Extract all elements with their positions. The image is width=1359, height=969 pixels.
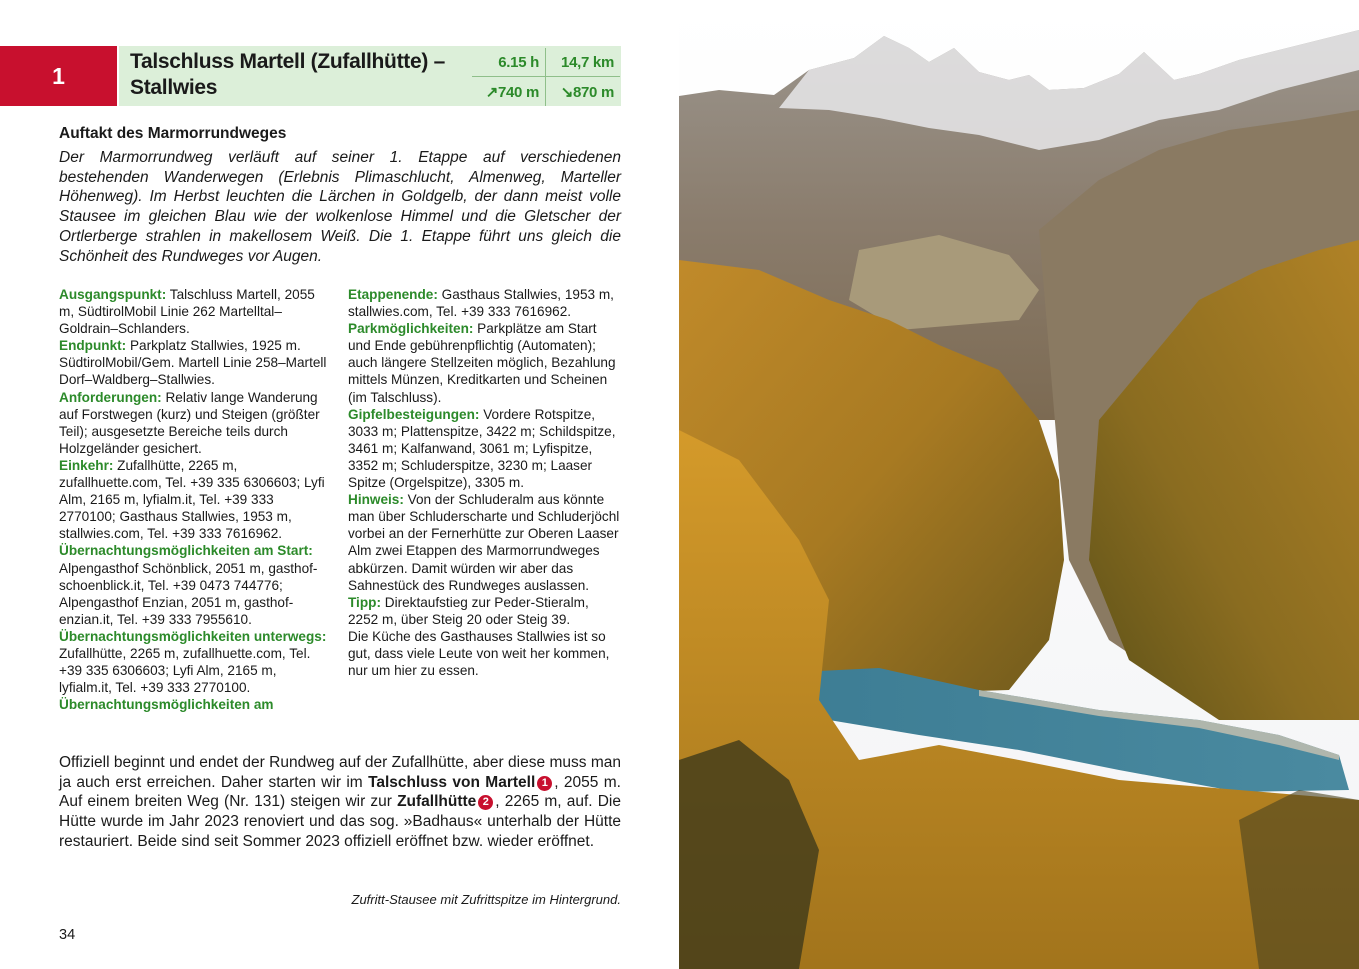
- tour-number-badge: [0, 46, 117, 106]
- info-label: Hinweis:: [348, 492, 404, 508]
- info-entry-lodging-start: [59, 542, 329, 627]
- body-text-part: , 2265 m, auf. Die Hütte wurde im Jahr 2023 renoviert und das sog. »Badhaus« unterhalb der Hütte restauriert. Beide sind seit Sommer 2023 offiziell eröffnet bzw. wieder eröffnet.: [59, 793, 621, 850]
- body-text-part: Offiziell beginnt und endet der Rundweg auf der Zufallhütte, aber diese muss man ja auch erst erreichen. Daher starten wir im: [59, 754, 621, 791]
- landscape-photo: [679, 0, 1359, 969]
- info-entry-tip: [348, 594, 622, 628]
- tour-title-line-2: Stallwies: [130, 76, 218, 99]
- body-text-part: , 2055 m. Auf einem breiten Weg (Nr. 131) steigen wir zur: [59, 773, 621, 811]
- waypoint-marker: 1: [537, 776, 552, 791]
- info-label: Übernachtungsmöglichkeiten am: [59, 697, 274, 713]
- info-text: Vordere Rotspitze, 3033 m; Plattenspitze, 3422 m; Schildspitze, 3461 m; Kalfanwand, 3061 m; Lyfispitze, 3352 m; Schluderspitze, 3230 m; Laaser Spitze (Orgelspitze), 3305 m.: [348, 406, 616, 491]
- info-entry-end: [59, 337, 329, 388]
- info-column-right: [348, 286, 622, 679]
- info-entry-start: [59, 286, 329, 337]
- info-text: Zufallhütte, 2265 m, zufallhuette.com, Tel. +39 335 6306603; Lyfi Alm, 2165 m, lyfialm.it, Tel. +39 333 2770100; Gasthaus Stallwies, 1953 m, stallwies.com, Tel. +39 333 7616962.: [59, 457, 325, 542]
- info-text: Zufallhütte, 2265 m, zufallhuette.com, Tel. +39 335 6306603; Lyfi Alm, 2165 m, lyfialm.it, Tel. +39 333 2770100.: [59, 645, 311, 696]
- info-text: Gasthaus Stallwies, 1953 m, stallwies.com, Tel. +39 333 7616962.: [348, 287, 614, 320]
- info-entry-requirements: [59, 389, 329, 457]
- info-entry-lodging-end: [59, 696, 329, 713]
- photo-dark-pines-right: [1239, 790, 1359, 969]
- info-label: Tipp:: [348, 594, 381, 610]
- info-label: Parkmöglichkeiten:: [348, 321, 474, 337]
- photo-caption: Zufritt-Stausee mit Zufrittspitze im Hintergrund.: [351, 892, 621, 907]
- tour-header: [0, 46, 621, 106]
- info-label: Endpunkt:: [59, 338, 127, 354]
- info-column-left: [59, 286, 329, 713]
- info-text: Parkplatz Stallwies, 1925 m. SüdtirolMobil/Gem. Martell Linie 258–Martell Dorf–Waldberg–Stallwies.: [59, 338, 327, 388]
- distance-value: 14,7 km: [546, 48, 620, 77]
- info-text: Von der Schluderalm aus könnte man über Schluderscharte und Schluderjöchl vorbei an der Fernerhütte zur Oberen Laaser Alm zwei Etappen des Marmorrundweges abkürzen. Damit würden wir aber das Sahnestück des Rundweges auslassen.: [348, 492, 620, 593]
- info-label: Übernachtungsmöglichkeiten unterwegs:: [59, 628, 327, 644]
- info-entry-parking: [348, 320, 622, 405]
- waypoint-marker: 2: [478, 795, 493, 810]
- info-label: Etappenende:: [348, 287, 438, 302]
- intro-text: Der Marmorrundweg verläuft auf seiner 1. Etappe auf verschiedenen bestehenden Wanderwegen (Erlebnis Plimaschlucht, Almenweg, Marteller Höhenweg). Im Herbst leuchten die Lärchen in Goldgelb, der dann meist volle Stausee im gleichen Blau wie der wolkenlose Himmel und die Gletscher der Ortlerberge strahlen in makellosem Weiß. Die 1. Etappe führt uns gleich die Schönheit des Rundweges vor Augen.: [59, 149, 621, 265]
- body-text: [59, 753, 621, 852]
- tour-title: [117, 46, 472, 106]
- info-text: Relativ lange Wanderung auf Forstwegen (kurz) und Steigen (größter Teil); ausgesetzte Bereiche teils durch Holzgeländer gesichert.: [59, 389, 320, 456]
- info-text: Talschluss Martell, 2055 m, SüdtirolMobil Linie 262 Martelltal–Goldrain–Schlanders.: [59, 287, 315, 337]
- info-entry-summits: [348, 406, 622, 491]
- info-text: Alpengasthof Schönblick, 2051 m, gasthof-schoenblick.it, Tel. +39 0473 744776; Alpengasthof Enzian, 2051 m, gasthof-enzian.it, Tel. +39 333 7955610.: [59, 560, 318, 627]
- right-page: [679, 0, 1359, 969]
- info-text: Die Küche des Gasthauses Stallwies ist so gut, dass viele Leute von weit her kommen, nur um hier zu essen.: [348, 628, 610, 679]
- info-entry-lodging-en-route: [59, 628, 329, 696]
- info-entry-kitchen: [348, 628, 622, 679]
- tour-number: 1: [52, 62, 65, 89]
- left-page: [0, 0, 679, 969]
- info-text: Parkplätze am Start und Ende gebührenpflichtig (Automaten); auch längere Stellzeiten möglich, Bezahlung mittels Münzen, Kreditkarten und Scheinen (im Talschluss).: [348, 321, 616, 405]
- info-label: Anforderungen:: [59, 389, 162, 405]
- info-entry-stage-end: [348, 286, 622, 320]
- info-label: Übernachtungsmöglichkeiten am Start:: [59, 543, 313, 559]
- info-label: Einkehr:: [59, 457, 114, 473]
- info-text: Direktaufstieg zur Peder-Stieralm, 2252 m, über Steig 20 oder Steig 39.: [348, 594, 589, 627]
- info-label: Gipfelbesteigungen:: [348, 406, 480, 422]
- info-entry-food: [59, 457, 329, 542]
- tour-stats: [472, 46, 621, 106]
- tour-title-line-1: Talschluss Martell (Zufallhütte) –: [130, 50, 445, 73]
- info-entry-note: [348, 491, 622, 594]
- info-label: Ausgangspunkt:: [59, 287, 167, 302]
- page-number: 34: [59, 927, 76, 943]
- descent-value: ↘870 m: [560, 83, 614, 101]
- ascent-value: ↗740 m: [472, 77, 546, 106]
- place-name: Zufallhütte: [397, 793, 477, 811]
- duration-value: 6.15 h: [472, 48, 546, 77]
- place-name: Talschluss von Martell: [368, 773, 536, 791]
- section-heading: Auftakt des Marmorrundweges: [59, 125, 287, 142]
